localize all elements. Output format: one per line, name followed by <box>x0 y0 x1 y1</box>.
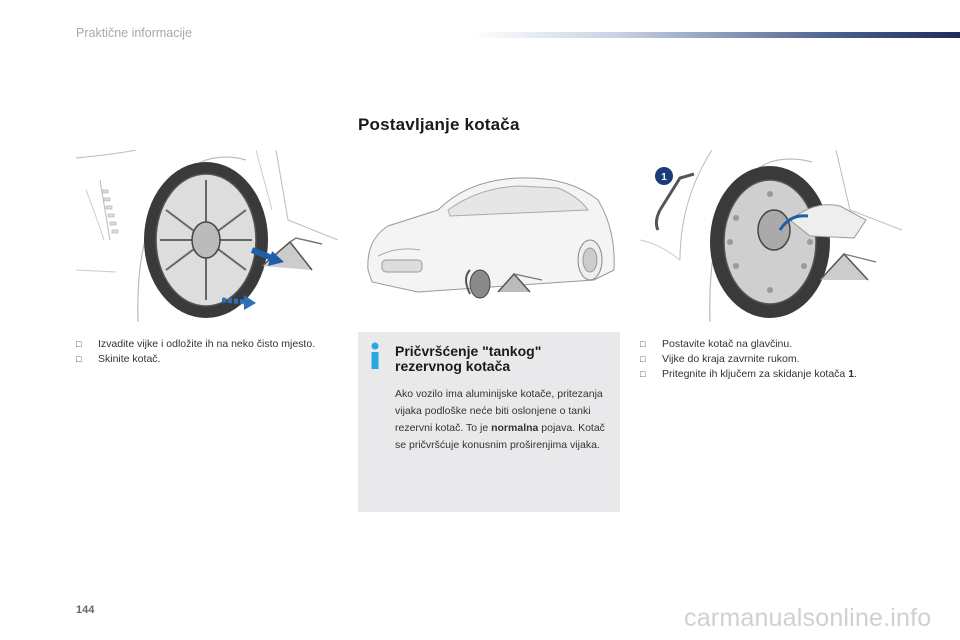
header-bar <box>470 32 960 38</box>
info-icon <box>368 342 382 370</box>
list-item: □ Skinite kotač. <box>76 353 161 365</box>
illustration-remove-wheel <box>76 150 338 322</box>
info-box <box>358 332 620 512</box>
bullet-icon: □ <box>76 339 82 349</box>
info-box-body: Ako vozilo ima aluminijske kotače, pritezanja vijaka podloške neće biti oslonjene o tanki rezervni kotač. To je normalna pojava. Kotač se pričvršćuje konusnim proširenjima vijaka. <box>395 388 605 451</box>
bullet-list-fit <box>640 337 905 382</box>
page-number: 144 <box>76 604 95 616</box>
bullet-icon: □ <box>640 354 646 364</box>
page-title: Postavljanje kotača <box>358 115 520 134</box>
list-item: □ Vijke do kraja zavrnite rukom. <box>640 353 800 365</box>
illustration-fit-wheel <box>640 150 902 322</box>
bullet-list-remove <box>76 337 326 367</box>
bullet-icon: □ <box>76 354 82 364</box>
section-header: Praktične informacije <box>76 26 193 40</box>
list-item: □ Izvadite vijke i odložite ih na neko čisto mjesto. <box>76 338 316 350</box>
bullet-icon: □ <box>640 339 646 349</box>
info-box-title: Pričvršćenje "tankog" rezervnog kotača <box>395 343 542 374</box>
list-item: □ Postavite kotač na glavčinu. <box>640 338 793 350</box>
watermark: carmanualsonline.info <box>684 604 932 632</box>
list-item: □ Pritegnite ih ključem za skidanje kotača 1. <box>640 368 857 380</box>
illustration-car-on-jack <box>358 160 620 310</box>
callout-1-label: 1 <box>661 172 667 183</box>
bullet-icon: □ <box>640 369 646 379</box>
